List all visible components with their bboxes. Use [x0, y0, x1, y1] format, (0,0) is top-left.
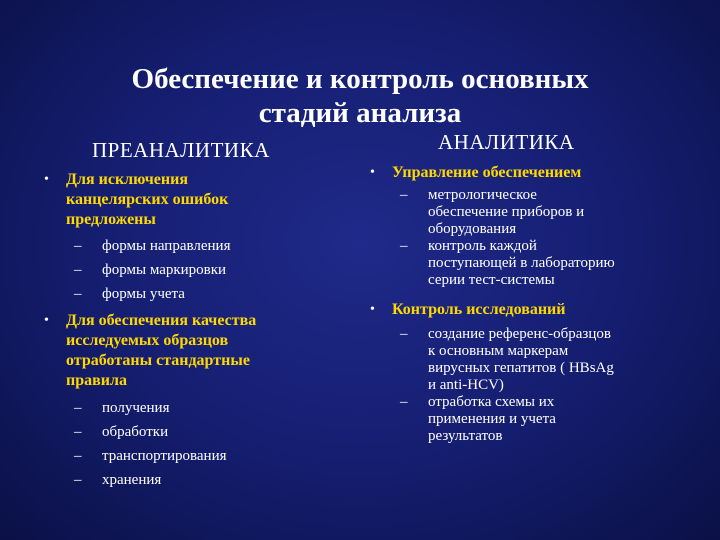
right-bullet-1-text: Управление обеспечением	[392, 164, 582, 181]
left-bullet-1-line: предложены	[66, 211, 156, 228]
left-bullet-2	[44, 311, 256, 391]
right-bullet-2-text: Контроль исследований	[392, 301, 566, 318]
slide-title-line-1: Обеспечение и контроль основных	[131, 63, 589, 95]
list-item-text	[428, 238, 615, 289]
bullet-icon: •	[370, 302, 375, 317]
dash-icon: –	[74, 472, 82, 488]
dash-icon: –	[400, 326, 408, 342]
list-item-line: обеспечение приборов и	[428, 204, 585, 220]
list-item	[74, 448, 227, 472]
list-item	[400, 326, 614, 394]
list-item	[400, 394, 614, 445]
list-item-line: метрологическое	[428, 187, 537, 203]
slide-title	[60, 62, 660, 130]
list-item-line: контроль каждой	[428, 238, 537, 254]
list-item-line: к основным маркерам	[428, 343, 569, 359]
list-item-text: формы направления	[102, 238, 231, 254]
list-item	[74, 238, 230, 262]
list-item-line: оборудования	[428, 221, 517, 237]
list-item-text: транспортирования	[102, 448, 227, 464]
bullet-icon: •	[44, 172, 49, 187]
dash-icon: –	[74, 400, 82, 416]
list-item-line: и anti-HCV)	[428, 377, 504, 393]
left-bullet-2-line: Для обеспечения качества	[66, 312, 257, 329]
left-bullet-1-line: Для исключения	[66, 171, 188, 188]
list-item-text: формы маркировки	[102, 262, 227, 278]
analytics-heading: АНАЛИТИКА	[438, 130, 575, 154]
left-bullet-1-text	[66, 170, 228, 230]
list-item-line: отработка схемы их	[428, 394, 555, 410]
list-item	[400, 187, 615, 238]
list-item-text: формы учета	[102, 286, 185, 302]
list-item	[74, 286, 230, 310]
dash-icon: –	[400, 238, 408, 254]
list-item	[74, 472, 227, 496]
dash-icon: –	[74, 238, 82, 254]
list-item-line: результатов	[428, 428, 503, 444]
dash-icon: –	[400, 394, 408, 410]
list-item-line: создание референс-образцов	[428, 326, 611, 342]
dash-icon: –	[74, 424, 82, 440]
left-bullet-1	[44, 170, 228, 230]
right-bullet-2-subitems	[400, 326, 614, 445]
dash-icon: –	[400, 187, 408, 203]
left-bullet-2-line: правила	[66, 372, 127, 389]
list-item	[74, 400, 227, 424]
list-item-text	[428, 187, 584, 238]
list-item	[74, 262, 230, 286]
dash-icon: –	[74, 448, 82, 464]
list-item-text	[428, 326, 614, 394]
left-bullet-1-line: канцелярских ошибок	[66, 191, 229, 208]
left-bullet-2-text	[66, 311, 256, 391]
left-bullet-1-subitems	[74, 238, 230, 310]
right-bullet-1	[370, 163, 581, 183]
dash-icon: –	[74, 262, 82, 278]
list-item-text: получения	[102, 400, 170, 416]
bullet-icon: •	[370, 165, 375, 180]
dash-icon: –	[74, 286, 82, 302]
list-item-text	[428, 394, 556, 445]
preanalytics-heading: ПРЕАНАЛИТИКА	[92, 138, 270, 162]
list-item-line: серии тест-системы	[428, 272, 555, 288]
slide-title-line-2: стадий анализа	[258, 97, 462, 129]
right-bullet-1-subitems	[400, 187, 615, 289]
list-item-text: обработки	[102, 424, 169, 440]
left-bullet-2-subitems	[74, 400, 227, 496]
list-item	[400, 238, 615, 289]
left-bullet-2-line: отработаны стандартные	[66, 352, 250, 369]
bullet-icon: •	[44, 313, 49, 328]
left-bullet-2-line: исследуемых образцов	[66, 332, 229, 349]
right-bullet-2	[370, 300, 565, 320]
list-item-line: применения и учета	[428, 411, 556, 427]
list-item	[74, 424, 227, 448]
list-item-line: поступающей в лабораторию	[428, 255, 615, 271]
list-item-text: хранения	[102, 472, 162, 488]
list-item-line: вирусных гепатитов ( HBsAg	[428, 360, 614, 376]
